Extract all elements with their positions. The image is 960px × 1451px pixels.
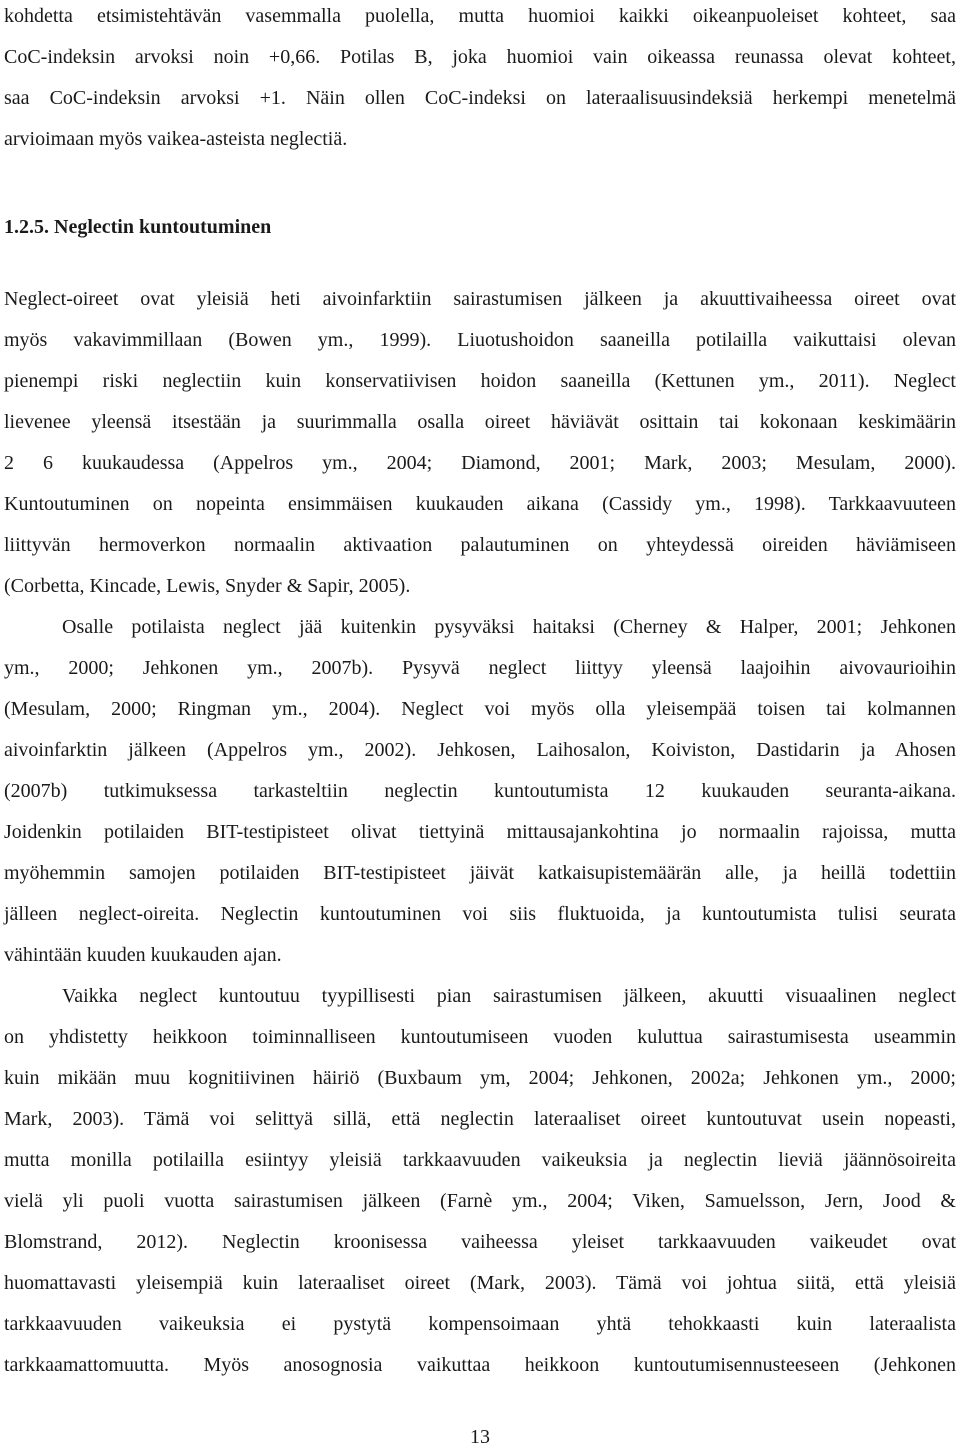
text-line: jälleen neglect-oireita. Neglectin kuntoutuminen voi siis fluktuoida, ja kuntoutumista tulisi seurata [4,903,956,925]
text-line: Osalle potilaista neglect jää kuitenkin pysyväksi haitaksi (Cherney & Halper, 2001; Jehkonen [62,616,956,638]
text-line: CoC-indeksin arvoksi noin +0,66. Potilas B, joka huomioi vain oikeassa reunassa olevat kohteet, [4,46,956,68]
text-line: liittyvän hermoverkon normaalin aktivaation palautuminen on yhteydessä oireiden häviämiseen [4,534,956,556]
page-number: 13 [470,1426,490,1448]
text-line: ym., 2000; Jehkonen ym., 2007b). Pysyvä neglect liittyy yleensä laajoihin aivovaurioihin [4,657,956,679]
text-line: Neglect-oireet ovat yleisiä heti aivoinfarktiin sairastumisen jälkeen ja akuuttivaiheessa oireet ovat [4,288,956,310]
text-line: (Mesulam, 2000; Ringman ym., 2004). Neglect voi myös olla yleisempää toisen tai kolmannen [4,698,956,720]
text-line: Joidenkin potilaiden BIT-testipisteet olivat tiettyinä mittausajankohtina jo normaalin rajoissa, mutta [4,821,956,843]
text-line: Kuntoutuminen on nopeinta ensimmäisen kuukauden aikana (Cassidy ym., 1998). Tarkkaavuuteen [4,493,956,515]
section-heading: 1.2.5. Neglectin kuntoutuminen [4,216,272,238]
text-line: tarkkaamattomuutta. Myös anosognosia vaikuttaa heikkoon kuntoutumisennusteeseen (Jehkonen [4,1354,956,1376]
text-line: kuin mikään muu kognitiivinen häiriö (Buxbaum ym, 2004; Jehkonen, 2002a; Jehkonen ym., 2000; [4,1067,956,1089]
text-line: huomattavasti yleisempiä kuin lateraaliset oireet (Mark, 2003). Tämä voi johtua siitä, että yleisiä [4,1272,956,1294]
text-line: vielä yli puoli vuotta sairastumisen jälkeen (Farnè ym., 2004; Viken, Samuelsson, Jern, Jood & [4,1190,956,1212]
text-line: kohdetta etsimistehtävän vasemmalla puolella, mutta huomioi kaikki oikeanpuoleiset kohteet, saa [4,5,956,27]
text-line: pienempi riski neglectiin kuin konservatiivisen hoidon saaneilla (Kettunen ym., 2011). Neglect [4,370,956,392]
text-line: lievenee yleensä itsestään ja suurimmalla osalla oireet häviävät osittain tai kokonaan keskimäärin [4,411,956,433]
text-line: myöhemmin samojen potilaiden BIT-testipisteet jäivät katkaisupistemäärän alle, ja heillä todettiin [4,862,956,884]
text-line: Blomstrand, 2012). Neglectin kroonisessa vaiheessa yleiset tarkkaavuuden vaikeudet ovat [4,1231,956,1253]
text-line: mutta monilla potilailla esiintyy yleisiä tarkkaavuuden vaikeuksia ja neglectin lieviä jäännösoireita [4,1149,956,1171]
text-line: (Corbetta, Kincade, Lewis, Snyder & Sapir, 2005). [4,575,411,597]
text-line: vähintään kuuden kuukauden ajan. [4,944,282,966]
text-line: on yhdistetty heikkoon toiminnalliseen kuntoutumiseen vuoden kuluttua sairastumisesta useammin [4,1026,956,1048]
text-line: Vaikka neglect kuntoutuu tyypillisesti pian sairastumisen jälkeen, akuutti visuaalinen neglect [62,985,956,1007]
text-line: 2 6 kuukaudessa (Appelros ym., 2004; Diamond, 2001; Mark, 2003; Mesulam, 2000). [4,452,956,474]
text-line: arvioimaan myös vaikea-asteista neglectiä. [4,128,348,150]
text-line: aivoinfarktin jälkeen (Appelros ym., 2002). Jehkosen, Laihosalon, Koiviston, Dastidarin ja Ahosen [4,739,956,761]
text-line: Mark, 2003). Tämä voi selittyä sillä, että neglectin lateraaliset oireet kuntoutuvat usein nopeasti, [4,1108,956,1130]
text-line: (2007b) tutkimuksessa tarkasteltiin neglectin kuntoutumista 12 kuukauden seuranta-aikana. [4,780,956,802]
text-line: saa CoC-indeksin arvoksi +1. Näin ollen CoC-indeksi on lateraalisuusindeksiä herkempi menetelmä [4,87,956,109]
text-line: myös vakavimmillaan (Bowen ym., 1999). Liuotushoidon saaneilla potilailla vaikuttaisi olevan [4,329,956,351]
text-line: tarkkaavuuden vaikeuksia ei pystytä kompensoimaan yhtä tehokkaasti kuin lateraalista [4,1313,956,1335]
